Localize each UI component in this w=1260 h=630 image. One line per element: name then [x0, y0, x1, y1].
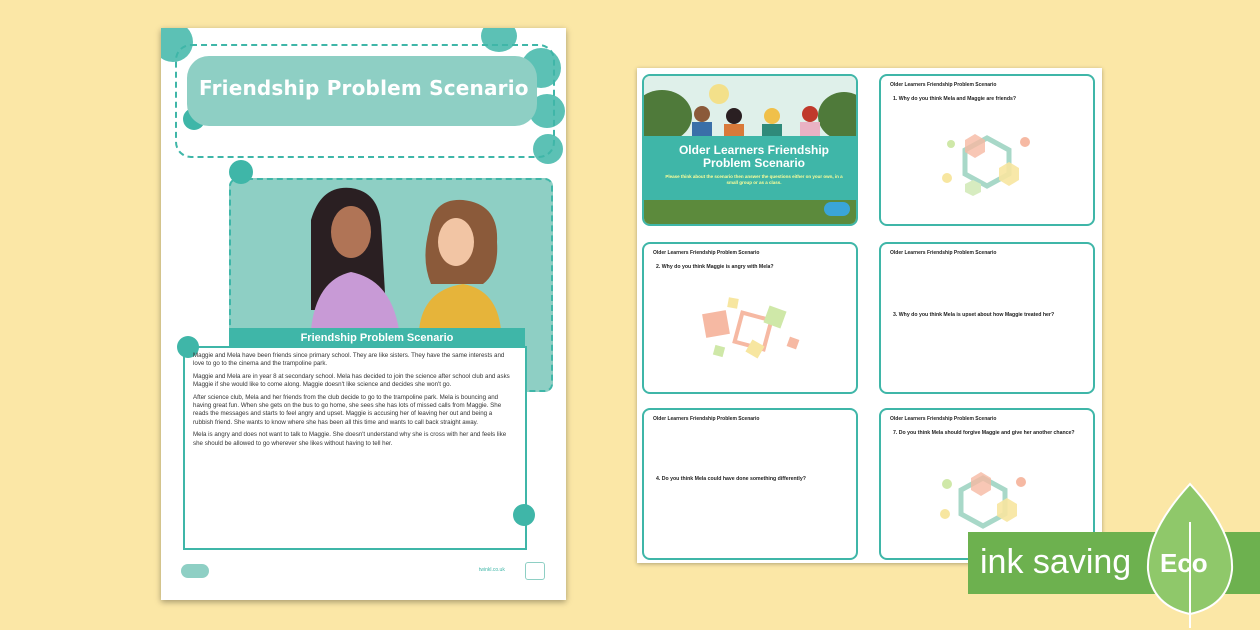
question-card [642, 242, 858, 394]
worksheet-preview [161, 28, 566, 600]
decor-blob [513, 504, 535, 526]
cover-illustration [644, 76, 858, 136]
story-paragraph: Mela is angry and does not want to talk to Maggie. She doesn't understand why she is cross with her and feels like she should be allowed to go wherever she likes without having to tell her. [193, 431, 507, 447]
brand-logo [824, 202, 850, 216]
friends-illustration [251, 180, 541, 330]
story-paragraph: Maggie and Mela have been friends since primary school. They are like sisters. They have the same interests and love to go to the cinema and the trampoline park. [193, 352, 505, 368]
squares-decoration-icon [684, 294, 814, 374]
card-question: 2. Why do you think Maggie is angry with Mela? [656, 264, 774, 270]
page-title: Friendship Problem Scenario [199, 76, 529, 100]
footer-site: twinkl.co.uk [479, 567, 505, 573]
story-paragraph: After science club, Mela and her friends from the club decide to go to the trampoline park. Mela is bouncing and having great fun. When she gets on the bus to go home, she sees she has lots of missed calls from Maggie. She reads the messages and starts to feel angry and upset. Maggie is accusing her of leaving her out and being a rubbish friend. She wants to know where she has been all this time and wants to call back straight away. [193, 393, 502, 426]
card-question: 4. Do you think Mela could have done something differently? [656, 476, 806, 482]
story-heading: Friendship Problem Scenario [229, 328, 525, 348]
question-card [642, 408, 858, 560]
card-header: Older Learners Friendship Problem Scenario [653, 250, 760, 256]
cover-card [642, 74, 858, 226]
card-question: 3. Why do you think Mela is upset about how Maggie treated her? [893, 312, 1055, 318]
question-card [879, 242, 1095, 394]
card-question: 1. Why do you think Mela and Maggie are friends? [893, 96, 1017, 102]
hexagon-decoration-icon [937, 128, 1037, 208]
card-header: Older Learners Friendship Problem Scenario [890, 82, 997, 88]
story-paragraph: Maggie and Mela are in year 8 at secondary school. Mela has decided to join the science after school club and asks Maggie if she would like to come along. Maggie doesn't like science and decides she won't go. [193, 372, 510, 389]
question-card [879, 74, 1095, 226]
card-header: Older Learners Friendship Problem Scenario [653, 416, 760, 422]
cover-title: Older Learners Friendship Problem Scenario [678, 143, 830, 170]
footer-badge-icon [525, 562, 545, 580]
card-header: Older Learners Friendship Problem Scenario [890, 416, 997, 422]
cards-sheet [637, 68, 1102, 563]
story-text [193, 352, 513, 452]
brand-logo [181, 564, 209, 578]
card-header: Older Learners Friendship Problem Scenario [890, 250, 997, 256]
eco-label: Eco [1160, 548, 1208, 578]
card-question: 7. Do you think Mela should forgive Maggie and give her another chance? [893, 430, 1075, 436]
decor-blob [229, 160, 253, 184]
ink-saving-label: ink saving [980, 543, 1132, 581]
cover-subtitle: Please think about the scenario then answer the questions either on your own, in a small group or as a class. [665, 174, 843, 185]
